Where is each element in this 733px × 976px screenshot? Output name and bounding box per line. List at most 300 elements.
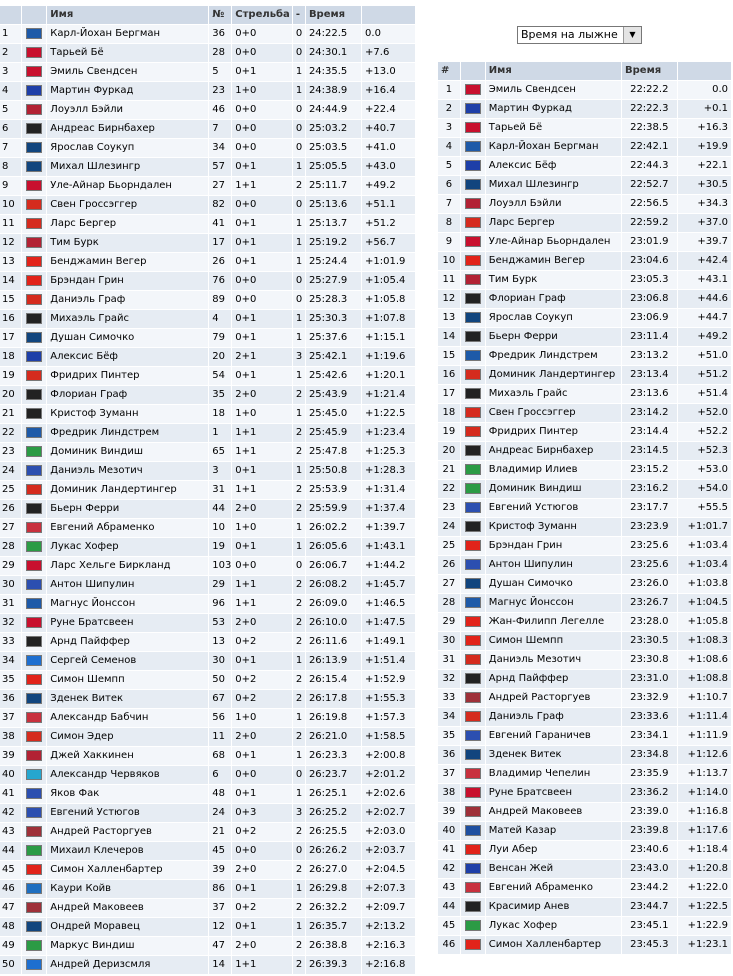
- table-row[interactable]: [0, 424, 415, 442]
- table-row[interactable]: [0, 880, 415, 898]
- table-row[interactable]: [0, 576, 415, 594]
- table-row[interactable]: [0, 291, 415, 309]
- table-row[interactable]: [438, 898, 731, 916]
- flag-cell: [22, 766, 46, 784]
- athlete-name[interactable]: Симон Шемпп: [47, 671, 208, 689]
- table-row[interactable]: [0, 747, 415, 765]
- flag-cell: [461, 917, 485, 935]
- rank-cell: 25: [438, 537, 460, 555]
- athlete-name[interactable]: Эмиль Свендсен: [47, 63, 208, 81]
- table-row[interactable]: [438, 233, 731, 251]
- table-row[interactable]: [438, 765, 731, 783]
- athlete-name[interactable]: Бенджамин Вегер: [486, 252, 621, 270]
- athlete-name[interactable]: Андрей Деризсмля: [47, 956, 208, 974]
- time-cell: 22:42.1: [622, 138, 677, 156]
- table-row[interactable]: [438, 195, 731, 213]
- table-row[interactable]: [0, 861, 415, 879]
- header-name[interactable]: Имя: [486, 62, 621, 80]
- athlete-name[interactable]: Алексис Бёф: [486, 157, 621, 175]
- athlete-name[interactable]: Зденек Витек: [486, 746, 621, 764]
- misses-cell: 2: [293, 633, 305, 651]
- athlete-name[interactable]: Бьерн Ферри: [47, 500, 208, 518]
- athlete-name[interactable]: Джей Хаккинен: [47, 747, 208, 765]
- table-row[interactable]: [0, 519, 415, 537]
- rank-cell: 31: [438, 651, 460, 669]
- flag-cell: [22, 576, 46, 594]
- table-row[interactable]: [0, 82, 415, 100]
- athlete-name[interactable]: Доминик Ландертингер: [486, 366, 621, 384]
- flag-icon: [26, 370, 42, 381]
- table-row[interactable]: [0, 633, 415, 651]
- table-row[interactable]: [0, 842, 415, 860]
- table-row[interactable]: [438, 442, 731, 460]
- table-row[interactable]: [0, 329, 415, 347]
- athlete-name[interactable]: Евгений Абраменко: [47, 519, 208, 537]
- athlete-name[interactable]: Доминик Виндиш: [486, 480, 621, 498]
- behind-cell: +1:49.1: [362, 633, 415, 651]
- time-cell: 26:32.2: [306, 899, 361, 917]
- rank-cell: 25: [0, 481, 21, 499]
- table-row[interactable]: [0, 937, 415, 955]
- athlete-name[interactable]: Михал Шлезингр: [47, 158, 208, 176]
- athlete-name[interactable]: Зденек Витек: [47, 690, 208, 708]
- athlete-name[interactable]: Андрей Маковеев: [47, 899, 208, 917]
- behind-cell: +49.2: [678, 328, 731, 346]
- athlete-name[interactable]: Антон Шипулин: [486, 556, 621, 574]
- rank-cell: 42: [0, 804, 21, 822]
- table-row[interactable]: [438, 784, 731, 802]
- flag-cell: [22, 538, 46, 556]
- athlete-name[interactable]: Тим Бурк: [486, 271, 621, 289]
- athlete-name[interactable]: Ларс Бергер: [486, 214, 621, 232]
- athlete-name[interactable]: Владимир Чепелин: [486, 765, 621, 783]
- time-cell: 23:06.9: [622, 309, 677, 327]
- behind-cell: +1:03.4: [678, 556, 731, 574]
- athlete-name[interactable]: Ондрей Моравец: [47, 918, 208, 936]
- flag-cell: [22, 709, 46, 727]
- header-time[interactable]: Время: [622, 62, 677, 80]
- table-row[interactable]: [438, 746, 731, 764]
- athlete-name[interactable]: Руне Братсвеен: [47, 614, 208, 632]
- table-row[interactable]: [0, 956, 415, 974]
- table-row[interactable]: [438, 404, 731, 422]
- table-row[interactable]: [438, 347, 731, 365]
- flag-cell: [461, 518, 485, 536]
- time-cell: 25:42.6: [306, 367, 361, 385]
- behind-cell: +1:57.3: [362, 709, 415, 727]
- behind-cell: +22.4: [362, 101, 415, 119]
- flag-icon: [465, 578, 481, 589]
- bib-cell: 35: [209, 386, 231, 404]
- athlete-name[interactable]: Тарьей Бё: [47, 44, 208, 62]
- table-row[interactable]: [438, 822, 731, 840]
- table-row[interactable]: [0, 215, 415, 233]
- header-rank[interactable]: [0, 6, 21, 24]
- table-row[interactable]: [0, 405, 415, 423]
- table-row[interactable]: [438, 689, 731, 707]
- rank-cell: 38: [438, 784, 460, 802]
- athlete-name[interactable]: Душан Симочко: [486, 575, 621, 593]
- table-row[interactable]: [438, 366, 731, 384]
- table-row[interactable]: [438, 385, 731, 403]
- table-row[interactable]: [0, 367, 415, 385]
- athlete-name[interactable]: Флориан Граф: [47, 386, 208, 404]
- athlete-name[interactable]: Каури Койв: [47, 880, 208, 898]
- table-row[interactable]: [0, 709, 415, 727]
- flag-cell: [22, 899, 46, 917]
- athlete-name[interactable]: Свен Гроссэггер: [486, 404, 621, 422]
- flag-icon: [465, 141, 481, 152]
- table-row[interactable]: [0, 310, 415, 328]
- time-cell: 23:45.3: [622, 936, 677, 954]
- view-select[interactable]: [517, 26, 642, 44]
- athlete-name[interactable]: Симон Халленбартер: [486, 936, 621, 954]
- athlete-name[interactable]: Ярослав Соукуп: [486, 309, 621, 327]
- misses-cell: 1: [293, 405, 305, 423]
- athlete-name[interactable]: Свен Гроссэггер: [47, 196, 208, 214]
- table-row[interactable]: [438, 841, 731, 859]
- table-row[interactable]: [438, 81, 731, 99]
- header-shooting[interactable]: Стрельба: [232, 6, 292, 24]
- athlete-name[interactable]: Андрей Расторгуев: [47, 823, 208, 841]
- bib-cell: 27: [209, 177, 231, 195]
- table-row[interactable]: [438, 461, 731, 479]
- athlete-name[interactable]: Андреас Бирнбахер: [47, 120, 208, 138]
- time-cell: 26:21.0: [306, 728, 361, 746]
- flag-cell: [22, 785, 46, 803]
- flag-cell: [22, 348, 46, 366]
- athlete-name[interactable]: Яков Фак: [47, 785, 208, 803]
- flag-cell: [461, 556, 485, 574]
- athlete-name[interactable]: Флориан Граф: [486, 290, 621, 308]
- table-row[interactable]: [0, 614, 415, 632]
- athlete-name[interactable]: Арнд Пайффер: [486, 670, 621, 688]
- table-row[interactable]: [438, 214, 731, 232]
- table-row[interactable]: [438, 138, 731, 156]
- table-row[interactable]: [438, 936, 731, 954]
- behind-cell: +19.9: [678, 138, 731, 156]
- table-row[interactable]: [0, 690, 415, 708]
- athlete-name[interactable]: Арнд Пайффер: [47, 633, 208, 651]
- table-row[interactable]: [0, 671, 415, 689]
- table-row[interactable]: [438, 917, 731, 935]
- misses-cell: 2: [293, 386, 305, 404]
- athlete-name[interactable]: Матей Казар: [486, 822, 621, 840]
- athlete-name[interactable]: Симон Шемпп: [486, 632, 621, 650]
- behind-cell: +1:17.6: [678, 822, 731, 840]
- table-row[interactable]: [438, 271, 731, 289]
- table-row[interactable]: [0, 804, 415, 822]
- rank-cell: 40: [0, 766, 21, 784]
- rank-cell: 43: [0, 823, 21, 841]
- athlete-name[interactable]: Тим Бурк: [47, 234, 208, 252]
- athlete-name[interactable]: Лоуэлл Бэйли: [47, 101, 208, 119]
- athlete-name[interactable]: Брэндан Грин: [486, 537, 621, 555]
- flag-icon: [26, 807, 42, 818]
- table-row[interactable]: [0, 766, 415, 784]
- athlete-name[interactable]: Сергей Семенов: [47, 652, 208, 670]
- athlete-name[interactable]: Лукас Хофер: [47, 538, 208, 556]
- flag-icon: [465, 901, 481, 912]
- time-cell: 26:05.6: [306, 538, 361, 556]
- table-row[interactable]: [438, 651, 731, 669]
- athlete-name[interactable]: Лукас Хофер: [486, 917, 621, 935]
- athlete-name[interactable]: Михаэль Грайс: [47, 310, 208, 328]
- table-row[interactable]: [0, 595, 415, 613]
- athlete-name[interactable]: Антон Шипулин: [47, 576, 208, 594]
- athlete-name[interactable]: Душан Симочко: [47, 329, 208, 347]
- behind-cell: +1:44.2: [362, 557, 415, 575]
- behind-cell: +1:52.9: [362, 671, 415, 689]
- time-cell: 23:23.9: [622, 518, 677, 536]
- athlete-name[interactable]: Венсан Жей: [486, 860, 621, 878]
- athlete-name[interactable]: Бенджамин Вегер: [47, 253, 208, 271]
- chevron-down-icon[interactable]: ▼: [623, 27, 641, 43]
- table-row[interactable]: [438, 290, 731, 308]
- athlete-name[interactable]: Александр Бабчин: [47, 709, 208, 727]
- athlete-name[interactable]: Андрей Маковеев: [486, 803, 621, 821]
- bib-cell: 17: [209, 234, 231, 252]
- table-row[interactable]: [438, 575, 731, 593]
- header-rank[interactable]: #: [438, 62, 460, 80]
- table-row[interactable]: [438, 613, 731, 631]
- rank-cell: 8: [0, 158, 21, 176]
- table-row[interactable]: [0, 918, 415, 936]
- header-bib[interactable]: №: [209, 6, 231, 24]
- flag-icon: [26, 750, 42, 761]
- shooting-cell: 0+1: [232, 310, 292, 328]
- table-row[interactable]: [0, 557, 415, 575]
- flag-icon: [26, 237, 42, 248]
- athlete-name[interactable]: Даниэль Граф: [47, 291, 208, 309]
- misses-cell: 0: [293, 842, 305, 860]
- table-row[interactable]: [0, 234, 415, 252]
- athlete-name[interactable]: Руне Братсвеен: [486, 784, 621, 802]
- table-row[interactable]: [0, 196, 415, 214]
- athlete-name[interactable]: Евгений Абраменко: [486, 879, 621, 897]
- table-row[interactable]: [0, 823, 415, 841]
- table-row[interactable]: [0, 443, 415, 461]
- shooting-cell: 0+1: [232, 918, 292, 936]
- table-row[interactable]: [438, 556, 731, 574]
- athlete-name[interactable]: Фредрик Линдстрем: [486, 347, 621, 365]
- athlete-name[interactable]: Карл-Йохан Бергман: [486, 138, 621, 156]
- table-row[interactable]: [438, 727, 731, 745]
- flag-cell: [461, 784, 485, 802]
- athlete-name[interactable]: Даниэль Мезотич: [486, 651, 621, 669]
- misses-cell: 0: [293, 196, 305, 214]
- athlete-name[interactable]: Ларс Бергер: [47, 215, 208, 233]
- table-row[interactable]: [0, 348, 415, 366]
- athlete-name[interactable]: Михаил Клечеров: [47, 842, 208, 860]
- view-select-value: Время на лыжне: [521, 28, 618, 41]
- header-time[interactable]: Время: [306, 6, 361, 24]
- athlete-name[interactable]: Андрей Расторгуев: [486, 689, 621, 707]
- bib-cell: 76: [209, 272, 231, 290]
- flag-icon: [26, 28, 42, 39]
- table-row[interactable]: [0, 272, 415, 290]
- bib-cell: 5: [209, 63, 231, 81]
- athlete-name[interactable]: Евгений Устюгов: [47, 804, 208, 822]
- table-row[interactable]: [0, 652, 415, 670]
- rank-cell: 41: [438, 841, 460, 859]
- flag-icon: [26, 427, 42, 438]
- athlete-name[interactable]: Мартин Фуркад: [47, 82, 208, 100]
- table-row[interactable]: [438, 157, 731, 175]
- athlete-name[interactable]: Симон Эдер: [47, 728, 208, 746]
- athlete-name[interactable]: Кристоф Зуманн: [47, 405, 208, 423]
- behind-cell: +22.1: [678, 157, 731, 175]
- table-row[interactable]: [438, 632, 731, 650]
- rank-cell: 46: [438, 936, 460, 954]
- athlete-name[interactable]: Ларс Хельге Биркланд: [47, 557, 208, 575]
- table-row[interactable]: [0, 481, 415, 499]
- table-row[interactable]: [438, 879, 731, 897]
- athlete-name[interactable]: Даниэль Мезотич: [47, 462, 208, 480]
- table-row[interactable]: [0, 25, 415, 43]
- rank-cell: 18: [438, 404, 460, 422]
- rank-cell: 45: [438, 917, 460, 935]
- athlete-name[interactable]: Александр Червяков: [47, 766, 208, 784]
- misses-cell: 2: [293, 424, 305, 442]
- athlete-name[interactable]: Луи Абер: [486, 841, 621, 859]
- table-row[interactable]: [438, 423, 731, 441]
- table-row[interactable]: [438, 670, 731, 688]
- table-row[interactable]: [438, 252, 731, 270]
- athlete-name[interactable]: Мартин Фуркад: [486, 100, 621, 118]
- time-cell: 23:45.1: [622, 917, 677, 935]
- table-row[interactable]: [0, 120, 415, 138]
- athlete-name[interactable]: Жан-Филипп Легелле: [486, 613, 621, 631]
- time-cell: 23:44.7: [622, 898, 677, 916]
- behind-cell: +39.7: [678, 233, 731, 251]
- athlete-name[interactable]: Михаэль Грайс: [486, 385, 621, 403]
- athlete-name[interactable]: Брэндан Грин: [47, 272, 208, 290]
- time-cell: 23:14.2: [622, 404, 677, 422]
- table-row[interactable]: [438, 176, 731, 194]
- athlete-name[interactable]: Доминик Виндиш: [47, 443, 208, 461]
- behind-cell: +2:16.3: [362, 937, 415, 955]
- flag-icon: [26, 180, 42, 191]
- behind-cell: +1:05.8: [678, 613, 731, 631]
- table-row[interactable]: [438, 100, 731, 118]
- athlete-name[interactable]: Михал Шлезингр: [486, 176, 621, 194]
- behind-cell: +51.2: [362, 215, 415, 233]
- header-misses[interactable]: -: [293, 6, 305, 24]
- athlete-name[interactable]: Владимир Илиев: [486, 461, 621, 479]
- flag-cell: [22, 329, 46, 347]
- athlete-name[interactable]: Уле-Айнар Бьорндален: [47, 177, 208, 195]
- athlete-name[interactable]: Лоуэлл Бэйли: [486, 195, 621, 213]
- table-row[interactable]: [0, 44, 415, 62]
- bib-cell: 57: [209, 158, 231, 176]
- athlete-name[interactable]: Симон Халленбартер: [47, 861, 208, 879]
- athlete-name[interactable]: Ярослав Соукуп: [47, 139, 208, 157]
- flag-icon: [26, 446, 42, 457]
- table-row[interactable]: [0, 728, 415, 746]
- athlete-name[interactable]: Алексис Бёф: [47, 348, 208, 366]
- header-behind[interactable]: [362, 6, 415, 24]
- misses-cell: 1: [293, 367, 305, 385]
- table-row[interactable]: [438, 328, 731, 346]
- table-row[interactable]: [438, 309, 731, 327]
- flag-cell: [22, 44, 46, 62]
- athlete-name[interactable]: Красимир Анев: [486, 898, 621, 916]
- flag-cell: [461, 252, 485, 270]
- athlete-name[interactable]: Карл-Йохан Бергман: [47, 25, 208, 43]
- rank-cell: 35: [0, 671, 21, 689]
- table-row[interactable]: [438, 119, 731, 137]
- table-row[interactable]: [0, 538, 415, 556]
- header-behind[interactable]: [678, 62, 731, 80]
- table-row[interactable]: [0, 63, 415, 81]
- flag-cell: [22, 728, 46, 746]
- athlete-name[interactable]: Евгений Устюгов: [486, 499, 621, 517]
- table-row[interactable]: [438, 860, 731, 878]
- flag-cell: [461, 347, 485, 365]
- table-row[interactable]: [0, 386, 415, 404]
- table-row[interactable]: [0, 899, 415, 917]
- table-row[interactable]: [0, 139, 415, 157]
- athlete-name[interactable]: Фредрик Линдстрем: [47, 424, 208, 442]
- athlete-name[interactable]: Доминик Ландертингер: [47, 481, 208, 499]
- athlete-name[interactable]: Эмиль Свендсен: [486, 81, 621, 99]
- flag-cell: [22, 177, 46, 195]
- table-row[interactable]: [0, 101, 415, 119]
- table-row[interactable]: [438, 803, 731, 821]
- athlete-name[interactable]: Фридрих Пинтер: [47, 367, 208, 385]
- flag-icon: [26, 294, 42, 305]
- shooting-cell: 0+1: [232, 785, 292, 803]
- athlete-name[interactable]: Андреас Бирнбахер: [486, 442, 621, 460]
- athlete-name[interactable]: Уле-Айнар Бьорндален: [486, 233, 621, 251]
- athlete-name[interactable]: Тарьей Бё: [486, 119, 621, 137]
- athlete-name[interactable]: Бьерн Ферри: [486, 328, 621, 346]
- table-row[interactable]: [0, 177, 415, 195]
- table-row[interactable]: [438, 537, 731, 555]
- table-row[interactable]: [438, 594, 731, 612]
- flag-cell: [461, 385, 485, 403]
- table-row[interactable]: [438, 499, 731, 517]
- athlete-name[interactable]: Кристоф Зуманн: [486, 518, 621, 536]
- rank-cell: 31: [0, 595, 21, 613]
- time-cell: 22:22.3: [622, 100, 677, 118]
- athlete-name[interactable]: Магнус Йонссон: [47, 595, 208, 613]
- athlete-name[interactable]: Магнус Йонссон: [486, 594, 621, 612]
- rank-cell: 2: [438, 100, 460, 118]
- athlete-name[interactable]: Фридрих Пинтер: [486, 423, 621, 441]
- table-row[interactable]: [0, 158, 415, 176]
- behind-cell: +2:01.2: [362, 766, 415, 784]
- table-row[interactable]: [438, 708, 731, 726]
- table-row[interactable]: [0, 785, 415, 803]
- table-row[interactable]: [0, 253, 415, 271]
- bib-cell: 12: [209, 918, 231, 936]
- athlete-name[interactable]: Евгений Гараничев: [486, 727, 621, 745]
- header-name[interactable]: Имя: [47, 6, 208, 24]
- athlete-name[interactable]: Даниэль Граф: [486, 708, 621, 726]
- athlete-name[interactable]: Маркус Виндиш: [47, 937, 208, 955]
- rank-cell: 8: [438, 214, 460, 232]
- time-cell: 26:19.8: [306, 709, 361, 727]
- table-row[interactable]: [438, 480, 731, 498]
- behind-cell: +43.1: [678, 271, 731, 289]
- time-cell: 25:30.3: [306, 310, 361, 328]
- flag-cell: [461, 841, 485, 859]
- table-row[interactable]: [0, 500, 415, 518]
- table-row[interactable]: [438, 518, 731, 536]
- table-row[interactable]: [0, 462, 415, 480]
